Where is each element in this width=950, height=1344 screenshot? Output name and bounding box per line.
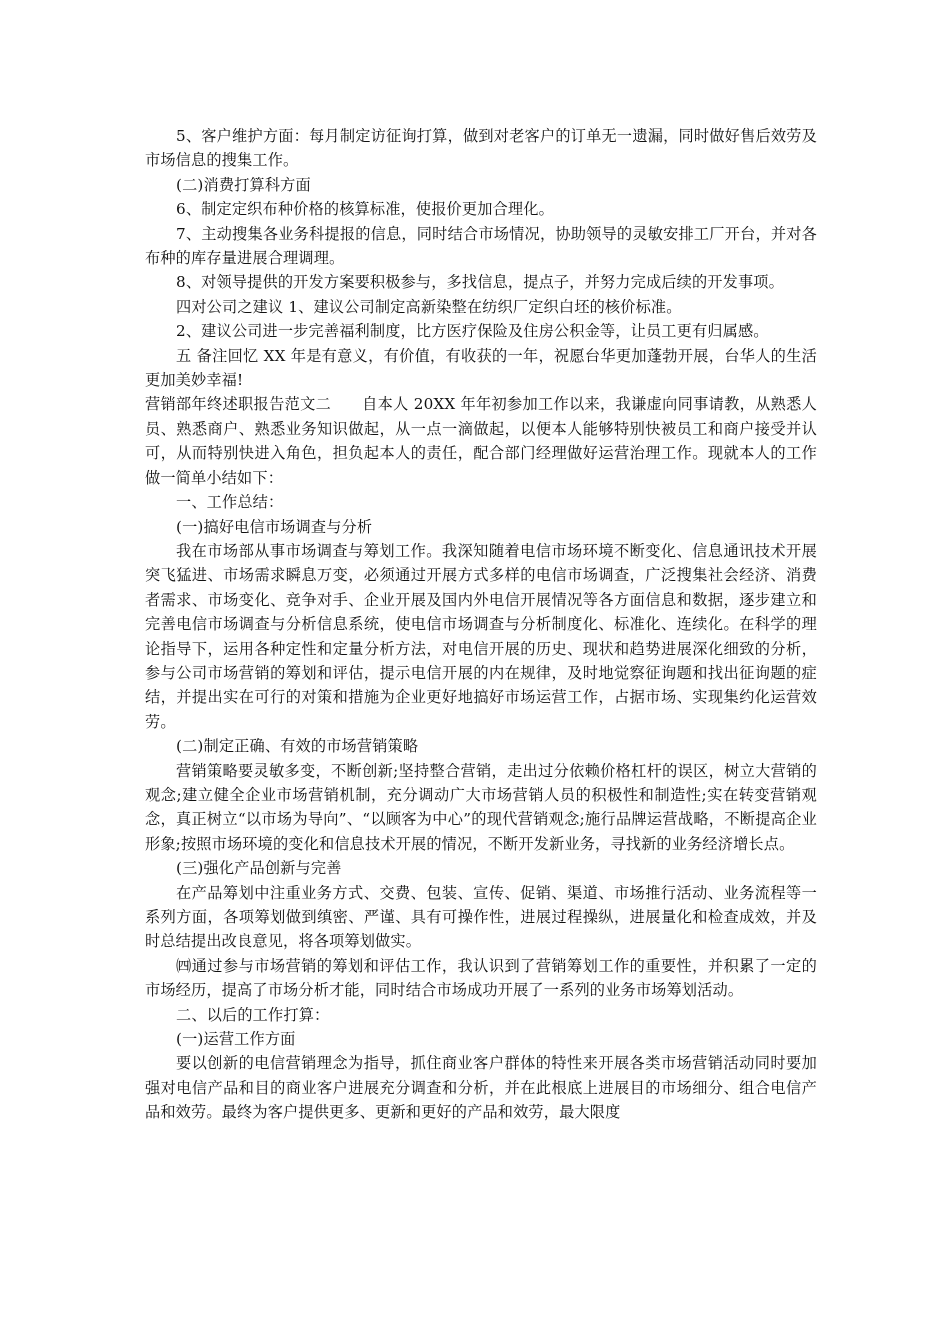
paragraph: 6、制定定织布种价格的核算标准，使报价更加合理化。 [176,200,554,219]
paragraph: 五 备注回忆 XX 年是有意义，有价值，有收获的一年，祝愿台华更加蓬勃开展，台华人的生活更加美妙幸福! [145,346,817,390]
paragraph: ㈣通过参与市场营销的筹划和评估工作，我认识到了营销筹划工作的重要性，并积累了一定的市场经历，提高了市场分析才能，同时结合市场成功开展了一系列的业务市场筹划活动。 [145,956,817,1000]
report-title-paragraph: 营销部年终述职报告范文二 自本人 20XX 年年初参加工作以来，我谦虚向同事请教，从熟悉人员、熟悉商户、熟悉业务知识做起，从一点一滴做起，以便本人能够特别快被员工和商户接受并认可，从而特别快进入角色，担负起本人的责任，配合部门经理做好运营治理工作。现就本人的工作做一简单小结如下： [145,395,817,487]
section-heading: (一)运营工作方面 [176,1030,296,1049]
section-heading: (一)搞好电信市场调查与分析 [176,517,373,536]
section-heading: 二、以后的工作打算： [176,1005,330,1024]
paragraph: 5、客户维护方面：每月制定访征询打算，做到对老客户的订单无一遗漏，同时做好售后效劳及市场信息的搜集工作。 [145,127,817,170]
section-heading: 一、工作总结： [176,493,284,512]
section-heading: (二)制定正确、有效的市场营销策略 [176,737,419,756]
section-heading: (三)强化产品创新与完善 [176,859,342,878]
paragraph: 我在市场部从事市场调查与筹划工作。我深知随着电信市场环境不断变化、信息通讯技术开展突飞猛进、市场需求瞬息万变，必须通过开展方式多样的电信市场调查，广泛搜集社会经济、消费者需求、市场变化、竞争对手、企业开展及国内外电信开展情况等各方面信息和数据，逐步建立和完善电信市场调查与分析信息系统，使电信市场调查与分析制度化、标准化、连续化。在科学的理论指导下，运用各种定性和定量分析方法，对电信开展的历史、现状和趋势进展深化细致的分析，参与公司市场营销的筹划和评估，提示电信开展的内在规律，及时地觉察征询题和找出征询题的症结，并提出实在可行的对策和措施为企业更好地搞好市场运营工作，占据市场、实现集约化运营效劳。 [145,541,817,731]
paragraph: 在产品筹划中注重业务方式、交费、包装、宣传、促销、渠道、市场推行活动、业务流程等一系列方面，各项筹划做到缜密、严谨、具有可操作性，进展过程操纵，进展量化和检查成效，并及时总结提出改良意见，将各项筹划做实。 [145,883,817,951]
paragraph: 8、对领导提供的开发方案要积极参与，多找信息，提点子，并努力完成后续的开发事项。 [176,273,784,292]
paragraph: 7、主动搜集各业务科提报的信息，同时结合市场情况，协助领导的灵敏安排工厂开台，并对各布种的库存量进展合理调理。 [145,224,817,268]
section-heading: (二)消费打算科方面 [176,175,311,194]
paragraph: 要以创新的电信营销理念为指导，抓住商业客户群体的特性来开展各类市场营销活动同时要加强对电信产品和目的商业客户进展充分调查和分析，并在此根底上进展目的市场细分、组合电信产品和效劳。最终为客户提供更多、更新和更好的产品和效劳，最大限度 [145,1054,817,1122]
paragraph: 四对公司之建议 1、建议公司制定高新染整在纺织厂定织白坯的核价标准。 [176,297,682,316]
paragraph: 2、建议公司进一步完善福利制度，比方医疗保险及住房公积金等，让员工更有归属感。 [176,322,769,341]
document-body [145,124,817,1125]
paragraph: 营销策略要灵敏多变，不断创新;坚持整合营销，走出过分依赖价格杠杆的误区，树立大营销的观念;建立健全企业市场营销机制，充分调动广大市场营销人员的积极性和制造性;实在转变营销观念，真正树立“以市场为导向”、“以顾客为中心”的现代营销观念;施行品牌运营战略，不断提高企业形象;按照市场环境的变化和信息技术开展的情况，不断开发新业务，寻找新的业务经济增长点。 [145,761,817,853]
